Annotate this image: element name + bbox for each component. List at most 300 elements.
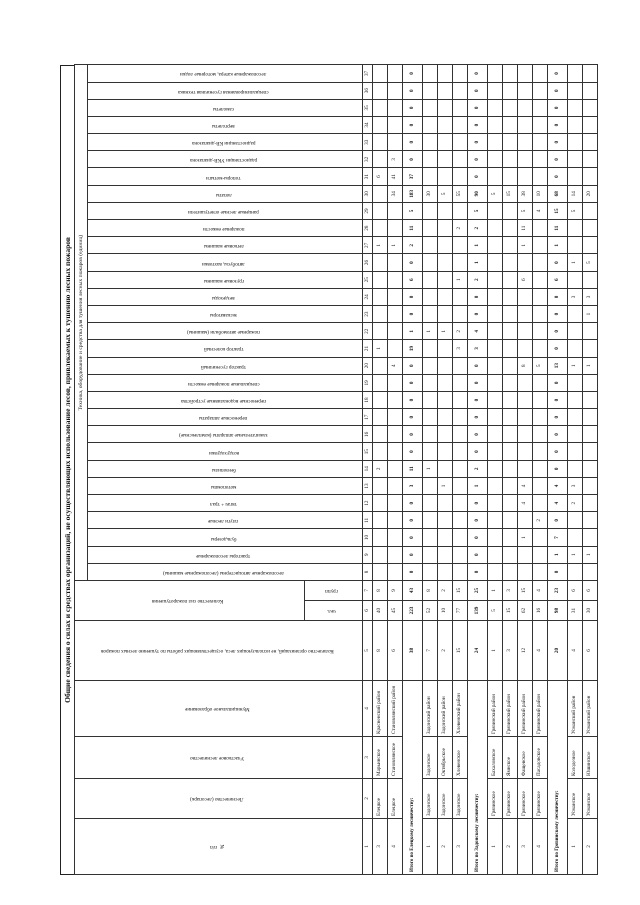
subtotal-orgs: 20	[548, 621, 568, 681]
equipment-cell	[568, 443, 583, 460]
equipment-cell	[583, 529, 598, 546]
equipment-cell	[373, 151, 388, 168]
equipment-cell	[453, 409, 468, 426]
equipment-cell	[503, 391, 518, 408]
column-number: 3	[363, 737, 373, 779]
subtotal-groups: 23	[548, 581, 568, 601]
subtotal-equipment-cell: 0	[403, 254, 423, 271]
column-number: 31	[363, 168, 373, 185]
equipment-cell	[388, 460, 403, 477]
header-municipality	[75, 681, 363, 737]
equipment-cell	[488, 391, 503, 408]
subtotal-equipment-cell: 0	[403, 306, 423, 323]
subtotal-equipment-cell: 0	[548, 82, 568, 99]
equipment-cell	[488, 340, 503, 357]
subtotal-equipment-cell: 0	[403, 426, 423, 443]
equipment-cell: 1	[423, 460, 438, 477]
header-equipment-item	[88, 460, 363, 477]
table-row	[423, 65, 438, 875]
equipment-cell	[503, 237, 518, 254]
equipment-cell	[568, 237, 583, 254]
forestry-cell: Грязинское	[488, 779, 503, 819]
equipment-cell	[503, 477, 518, 494]
subtotal-equipment-cell: 15	[548, 202, 568, 219]
equipment-cell	[438, 409, 453, 426]
subtotal-equipment-cell: 37	[403, 168, 423, 185]
header-equipment-item	[88, 202, 363, 219]
column-number: 18	[363, 391, 373, 408]
header-equipment-item	[88, 306, 363, 323]
header-district-text: Участковое лесничество	[189, 755, 245, 762]
header-equipment-item-text: легковые машины	[203, 243, 244, 250]
equipment-cell	[568, 460, 583, 477]
equipment-cell: 2	[568, 495, 583, 512]
header-district	[75, 737, 363, 779]
equipment-cell: 1	[583, 357, 598, 374]
equipment-cell	[438, 202, 453, 219]
equipment-cell	[583, 271, 598, 288]
header-org-count-text: Количество организаций, не использующих леса, осуществляющих работы по тушению лесных пожаров	[100, 648, 334, 655]
equipment-cell	[518, 426, 533, 443]
equipment-cell: 11	[518, 220, 533, 237]
row-number: 4	[388, 819, 403, 875]
equipment-cell	[373, 409, 388, 426]
equipment-cell	[423, 65, 438, 82]
column-number: 15	[363, 443, 373, 460]
subtotal-equipment-cell: 0	[468, 168, 488, 185]
equipment-cell	[423, 374, 438, 391]
equipment-cell: 34	[388, 185, 403, 202]
equipment-cell	[568, 82, 583, 99]
groups-cell: 15	[453, 581, 468, 601]
subtotal-equipment-cell: 90	[468, 185, 488, 202]
equipment-cell	[518, 134, 533, 151]
equipment-cell	[373, 357, 388, 374]
subtotal-equipment-cell: 0	[468, 116, 488, 133]
header-groups-text: групп	[325, 588, 339, 595]
equipment-cell	[533, 323, 548, 340]
org-count-cell: 8	[373, 621, 388, 681]
municipality-cell: Становлянский район	[388, 681, 403, 737]
column-number: 37	[363, 65, 373, 82]
row-number: 1	[488, 819, 503, 875]
groups-cell: 4	[533, 581, 548, 601]
forestry-cell: Грязинское	[533, 779, 548, 819]
header-equipment-item	[88, 495, 363, 512]
row-number: 2	[583, 819, 598, 875]
district-cell: Марьинское	[373, 737, 388, 779]
org-count-cell: 3	[503, 621, 518, 681]
subtotal-equipment-cell: 1	[548, 546, 568, 563]
equipment-cell: 5	[488, 185, 503, 202]
column-number: 23	[363, 306, 373, 323]
district-cell: Становлянское	[388, 737, 403, 779]
equipment-cell	[568, 374, 583, 391]
equipment-cell	[438, 271, 453, 288]
header-equipment-item-text: топоры-мотыги	[206, 174, 241, 181]
column-number: 10	[363, 529, 373, 546]
header-equipment-item	[88, 220, 363, 237]
column-number: 33	[363, 134, 373, 151]
district-cell: Октябрьское	[438, 737, 453, 779]
equipment-cell	[453, 202, 468, 219]
header-equipment-item-text: трактор гусеничный	[201, 363, 246, 370]
subtotal-groups: 43	[403, 581, 423, 601]
org-count-cell: 4	[533, 621, 548, 681]
header-equipment-item	[88, 271, 363, 288]
people-cell: 31	[568, 601, 583, 621]
equipment-cell	[438, 495, 453, 512]
subtotal-equipment-cell: 0	[403, 546, 423, 563]
equipment-cell: 1	[583, 546, 598, 563]
equipment-cell	[488, 477, 503, 494]
equipment-cell: 2	[373, 460, 388, 477]
equipment-cell	[488, 323, 503, 340]
equipment-cell: 5	[533, 357, 548, 374]
equipment-cell	[503, 460, 518, 477]
subtotal-people: 98	[548, 601, 568, 621]
equipment-cell	[568, 340, 583, 357]
equipment-cell	[583, 512, 598, 529]
equipment-cell	[423, 357, 438, 374]
header-equipment-item-text: плуги лесные	[208, 518, 239, 525]
equipment-cell: 1	[453, 271, 468, 288]
groups-cell: 9	[388, 581, 403, 601]
subtotal-people: 223	[403, 601, 423, 621]
subtotal-equipment-cell: 0	[468, 82, 488, 99]
subtotal-equipment-cell: 0	[403, 288, 423, 305]
equipment-cell	[503, 512, 518, 529]
equipment-cell	[423, 495, 438, 512]
people-cell: 15	[503, 601, 518, 621]
header-equipment-item-text: тягач + трал	[210, 501, 237, 508]
equipment-cell	[438, 82, 453, 99]
header-groups	[304, 581, 362, 601]
subtotal-equipment-cell: 0	[403, 116, 423, 133]
document-page	[60, 65, 593, 875]
equipment-cell	[388, 391, 403, 408]
column-number: 26	[363, 254, 373, 271]
subtotal-equipment-cell: 0	[468, 409, 488, 426]
equipment-cell	[373, 271, 388, 288]
header-no	[75, 819, 363, 875]
row-number: 1	[423, 819, 438, 875]
subtotal-equipment-cell: 0	[403, 443, 423, 460]
row-number: 3	[373, 819, 388, 875]
subtotal-orgs: 24	[468, 621, 488, 681]
column-number: 11	[363, 512, 373, 529]
equipment-cell	[568, 563, 583, 580]
header-row	[75, 65, 88, 875]
column-number: 19	[363, 374, 373, 391]
equipment-cell	[518, 374, 533, 391]
equipment-cell	[503, 134, 518, 151]
equipment-cell	[388, 220, 403, 237]
equipment-cell: 15	[503, 185, 518, 202]
equipment-cell: 2	[453, 220, 468, 237]
equipment-cell	[388, 495, 403, 512]
subtotal-equipment-cell: 0	[468, 357, 488, 374]
equipment-cell	[488, 65, 503, 82]
equipment-cell	[568, 65, 583, 82]
table-row	[453, 65, 468, 875]
equipment-cell	[423, 563, 438, 580]
column-number: 6	[363, 601, 373, 621]
subtotal-equipment-cell: 183	[403, 185, 423, 202]
equipment-cell	[533, 460, 548, 477]
equipment-cell	[583, 202, 598, 219]
header-personnel	[75, 581, 305, 621]
equipment-cell	[488, 271, 503, 288]
header-forestry-text: Лесничество (лесопарк)	[190, 796, 244, 803]
equipment-cell	[503, 116, 518, 133]
subtotal-equipment-cell: 0	[548, 65, 568, 82]
equipment-cell: 5	[583, 254, 598, 271]
subtotal-equipment-cell: 0	[403, 409, 423, 426]
header-equipment-item	[88, 340, 363, 357]
equipment-cell	[388, 512, 403, 529]
equipment-cell: 1	[568, 546, 583, 563]
subtotal-equipment-cell: 0	[468, 512, 488, 529]
equipment-cell: 1	[423, 323, 438, 340]
equipment-cell: 30	[423, 185, 438, 202]
equipment-cell	[518, 512, 533, 529]
equipment-cell	[388, 254, 403, 271]
forestry-cell: Задонское	[453, 779, 468, 819]
equipment-cell	[533, 340, 548, 357]
equipment-cell: 1	[583, 306, 598, 323]
header-equipment-item-text: пожарные автомобили (машины)	[187, 329, 260, 336]
subtotal-label: Итого по Задонскому лесничеству:	[468, 681, 488, 875]
equipment-cell	[438, 340, 453, 357]
equipment-cell	[583, 151, 598, 168]
subtotal-row	[468, 65, 488, 875]
equipment-cell	[583, 443, 598, 460]
equipment-cell	[503, 254, 518, 271]
equipment-cell	[388, 477, 403, 494]
header-equipment-item	[88, 99, 363, 116]
subtotal-equipment-cell: 0	[468, 306, 488, 323]
header-equipment-item	[88, 134, 363, 151]
equipment-cell	[373, 391, 388, 408]
equipment-cell	[503, 340, 518, 357]
document-title: Общие сведения о силах и средствах организаций, не осуществляющих использование лесов, привлекаемых к тушению лесных пожаров	[60, 65, 74, 875]
column-number: 8	[363, 563, 373, 580]
equipment-cell: 8	[518, 357, 533, 374]
municipality-cell: Грязинский район	[533, 681, 548, 737]
subtotal-equipment-cell: 68	[548, 185, 568, 202]
district-cell: Пасадовское	[533, 737, 548, 779]
equipment-cell	[373, 529, 388, 546]
equipment-cell: 3	[583, 288, 598, 305]
equipment-cell	[518, 340, 533, 357]
equipment-cell	[438, 134, 453, 151]
equipment-cell	[533, 116, 548, 133]
equipment-cell	[453, 134, 468, 151]
forestry-cell: Грязинское	[503, 779, 518, 819]
org-count-cell: 2	[438, 621, 453, 681]
equipment-cell	[438, 374, 453, 391]
subtotal-equipment-cell: 11	[403, 460, 423, 477]
subtotal-equipment-cell: 0	[548, 460, 568, 477]
equipment-cell	[438, 237, 453, 254]
equipment-cell: 3	[453, 340, 468, 357]
equipment-cell	[453, 426, 468, 443]
equipment-cell	[568, 391, 583, 408]
equipment-cell	[423, 529, 438, 546]
column-number: 14	[363, 460, 373, 477]
equipment-cell	[388, 443, 403, 460]
equipment-cell	[533, 220, 548, 237]
equipment-cell: 1	[518, 237, 533, 254]
subtotal-equipment-cell: 11	[403, 220, 423, 237]
subtotal-equipment-cell: 4	[548, 495, 568, 512]
groups-cell: 8	[373, 581, 388, 601]
people-cell: 77	[453, 601, 468, 621]
equipment-cell	[388, 340, 403, 357]
subtotal-equipment-cell: 0	[468, 288, 488, 305]
people-cell: 62	[518, 601, 533, 621]
equipment-cell	[423, 512, 438, 529]
row-number: 4	[533, 819, 548, 875]
equipment-cell: 5	[568, 202, 583, 219]
equipment-cell	[453, 477, 468, 494]
equipment-cell	[453, 495, 468, 512]
row-number: 3	[518, 819, 533, 875]
subtotal-equipment-cell: 0	[468, 65, 488, 82]
equipment-cell	[583, 409, 598, 426]
equipment-cell	[423, 271, 438, 288]
subtotal-equipment-cell: 2	[468, 271, 488, 288]
equipment-cell	[488, 546, 503, 563]
equipment-cell	[388, 546, 403, 563]
equipment-cell	[488, 202, 503, 219]
table-row	[488, 65, 503, 875]
subtotal-equipment-cell: 0	[468, 443, 488, 460]
table-row	[533, 65, 548, 875]
equipment-cell: 1	[568, 357, 583, 374]
table-row	[438, 65, 453, 875]
column-number: 17	[363, 409, 373, 426]
equipment-cell	[488, 220, 503, 237]
subtotal-equipment-cell: 1	[468, 237, 488, 254]
subtotal-groups: 25	[468, 581, 488, 601]
header-people	[304, 601, 362, 621]
subtotal-equipment-cell: 11	[548, 220, 568, 237]
equipment-cell	[453, 65, 468, 82]
subtotal-equipment-cell: 0	[403, 151, 423, 168]
subtotal-orgs: 38	[403, 621, 423, 681]
equipment-cell	[453, 288, 468, 305]
equipment-cell	[533, 237, 548, 254]
subtotal-equipment-cell: 0	[468, 99, 488, 116]
equipment-cell	[423, 220, 438, 237]
subtotal-equipment-cell: 0	[403, 563, 423, 580]
equipment-cell: 1	[518, 529, 533, 546]
equipment-cell	[488, 357, 503, 374]
subtotal-equipment-cell: 0	[468, 391, 488, 408]
equipment-cell	[373, 563, 388, 580]
header-equipment-item-text: зажигательные аппараты (комплексные)	[179, 432, 268, 439]
equipment-cell	[503, 495, 518, 512]
table-row	[568, 65, 583, 875]
subtotal-equipment-cell: 0	[548, 288, 568, 305]
equipment-cell	[373, 477, 388, 494]
column-number: 30	[363, 185, 373, 202]
equipment-cell	[373, 374, 388, 391]
equipment-cell	[503, 82, 518, 99]
equipment-cell	[388, 306, 403, 323]
equipment-cell	[438, 116, 453, 133]
subtotal-equipment-cell: 0	[403, 495, 423, 512]
equipment-cell	[423, 288, 438, 305]
org-count-cell: 1	[488, 621, 503, 681]
forestry-cell: Усманское	[583, 779, 598, 819]
equipment-cell: 4	[518, 477, 533, 494]
subtotal-equipment-cell: 0	[548, 512, 568, 529]
equipment-cell	[488, 134, 503, 151]
header-equipment-item-text: переносные аппараты	[199, 415, 248, 422]
equipment-cell	[373, 306, 388, 323]
equipment-cell: 4	[533, 202, 548, 219]
header-no-text: № п/п	[209, 844, 225, 851]
equipment-cell	[503, 306, 518, 323]
subtotal-equipment-cell: 0	[403, 134, 423, 151]
equipment-cell	[438, 460, 453, 477]
equipment-cell	[503, 357, 518, 374]
equipment-cell: 2	[453, 323, 468, 340]
subtotal-equipment-cell: 0	[403, 65, 423, 82]
row-number: 2	[438, 819, 453, 875]
subtotal-equipment-cell: 0	[548, 443, 568, 460]
equipment-cell	[583, 477, 598, 494]
equipment-cell	[533, 134, 548, 151]
equipment-cell	[533, 426, 548, 443]
column-number: 5	[363, 621, 373, 681]
column-number: 21	[363, 340, 373, 357]
equipment-cell	[438, 563, 453, 580]
equipment-cell	[453, 391, 468, 408]
header-equipment-item-text: экскаваторы	[209, 312, 238, 319]
equipment-cell	[583, 82, 598, 99]
header-equipment-item	[88, 254, 363, 271]
equipment-cell	[568, 168, 583, 185]
equipment-cell: 5	[438, 185, 453, 202]
org-count-cell: 6	[583, 621, 598, 681]
equipment-cell	[583, 168, 598, 185]
equipment-cell	[373, 254, 388, 271]
column-number: 7	[363, 581, 373, 601]
equipment-cell	[388, 65, 403, 82]
subtotal-equipment-cell: 0	[403, 512, 423, 529]
equipment-cell: 2	[533, 512, 548, 529]
subtotal-equipment-cell: 0	[548, 254, 568, 271]
table-row	[518, 65, 533, 875]
equipment-cell	[438, 151, 453, 168]
municipality-cell: Красненский район	[373, 681, 388, 737]
subtotal-equipment-cell: 3	[468, 340, 488, 357]
equipment-cell	[488, 254, 503, 271]
equipment-cell	[423, 477, 438, 494]
equipment-cell	[388, 426, 403, 443]
equipment-cell	[388, 134, 403, 151]
header-equipment-item	[88, 288, 363, 305]
equipment-cell	[423, 168, 438, 185]
equipment-cell	[453, 546, 468, 563]
equipment-cell	[503, 99, 518, 116]
equipment-cell	[568, 529, 583, 546]
equipment-cell	[438, 391, 453, 408]
